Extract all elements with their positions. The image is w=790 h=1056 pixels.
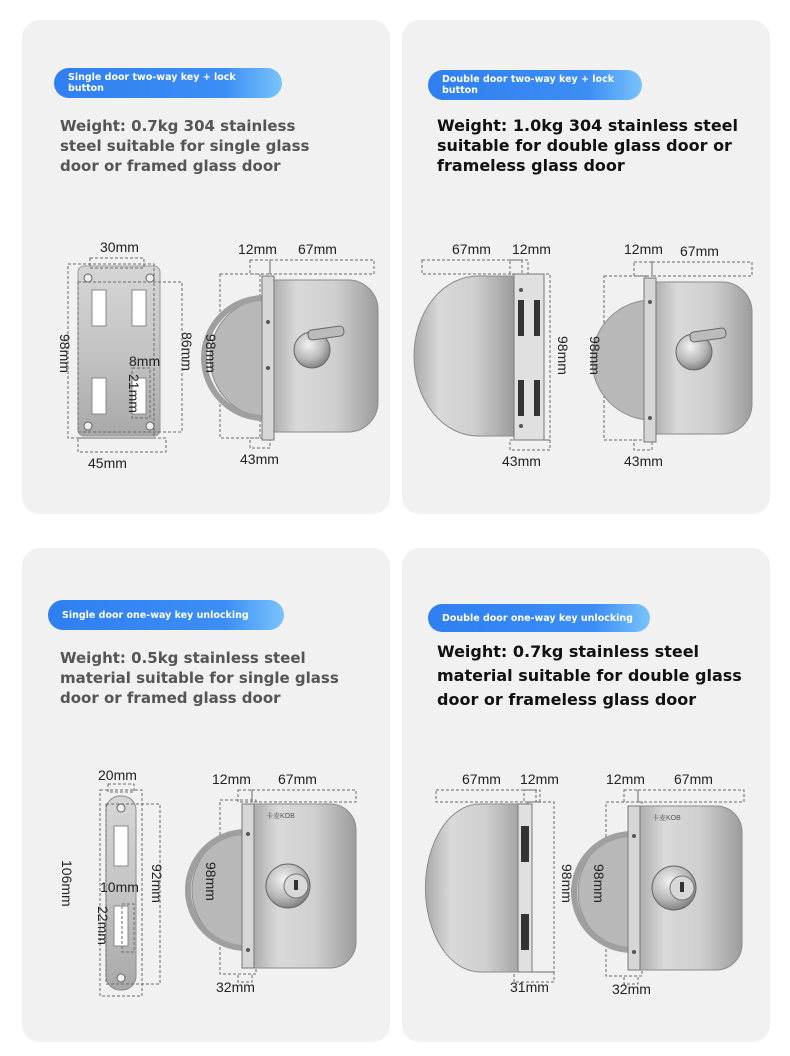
dim-label: 67mm bbox=[298, 241, 337, 257]
dim-label: 12mm bbox=[238, 241, 277, 257]
product-badge: Single door two-way key + lock button bbox=[54, 68, 282, 98]
double-lock-diagram bbox=[410, 766, 766, 1006]
dim-label: 31mm bbox=[510, 979, 549, 995]
dim-label: 67mm bbox=[452, 241, 491, 257]
dim-label: 12mm bbox=[520, 771, 559, 787]
dim-label: 12mm bbox=[512, 241, 551, 257]
product-card-single-one-way bbox=[22, 548, 390, 1042]
double-lock-diagram bbox=[410, 230, 766, 480]
dim-label: 8mm bbox=[129, 353, 161, 369]
product-card-double-one-way bbox=[402, 548, 770, 1042]
product-badge: Single door one-way key unlocking bbox=[48, 600, 284, 630]
dim-label: 21mm bbox=[126, 374, 142, 413]
dim-label: 20mm bbox=[98, 767, 137, 783]
dim-label: 12mm bbox=[624, 241, 663, 257]
dim-label: 45mm bbox=[88, 455, 127, 471]
dim-label: 98mm bbox=[587, 336, 603, 375]
strike-plate-diagram bbox=[32, 760, 390, 1010]
dim-label: 92mm bbox=[149, 864, 165, 903]
dim-label: 98mm bbox=[591, 864, 607, 903]
dim-label: 10mm bbox=[100, 879, 139, 895]
dim-label: 43mm bbox=[502, 453, 541, 469]
product-card-double-two-way bbox=[402, 20, 770, 514]
dim-label: 67mm bbox=[674, 771, 713, 787]
strike-plate-diagram bbox=[32, 228, 390, 488]
product-description: Weight: 0.7kg 304 stainless steel suitable for single glass door or framed glass door bbox=[60, 117, 310, 175]
dim-label: 86mm bbox=[179, 332, 195, 371]
dim-label: 67mm bbox=[278, 771, 317, 787]
product-description: Weight: 1.0kg 304 stainless steel suitable for double glass door or frameless glass door bbox=[437, 116, 739, 175]
dim-label: 12mm bbox=[606, 771, 645, 787]
dim-label: 98mm bbox=[57, 334, 73, 373]
dim-label: 43mm bbox=[624, 453, 663, 469]
dim-label: 32mm bbox=[216, 979, 255, 995]
product-description: Weight: 0.5kg stainless steel material suitable for single glass door or framed glass door bbox=[60, 649, 339, 707]
dim-label: 67mm bbox=[680, 243, 719, 259]
dim-label: 43mm bbox=[240, 451, 279, 467]
dim-label: 98mm bbox=[555, 336, 571, 375]
product-badge: Double door two-way key + lock button bbox=[428, 70, 642, 100]
product-badge: Double door one-way key unlocking bbox=[428, 604, 650, 632]
dim-label: 32mm bbox=[612, 981, 651, 997]
dim-label: 12mm bbox=[212, 771, 251, 787]
dim-label: 98mm bbox=[203, 862, 219, 901]
dim-label: 98mm bbox=[203, 334, 219, 373]
product-card-single-two-way bbox=[22, 20, 390, 514]
dim-label: 98mm bbox=[559, 864, 575, 903]
dim-label: 30mm bbox=[100, 239, 139, 255]
dim-label: 67mm bbox=[462, 771, 501, 787]
dim-label: 22mm bbox=[95, 906, 111, 945]
dim-label: 106mm bbox=[59, 860, 75, 907]
product-description: Weight: 0.7kg stainless steel material suitable for double glass door or frameless glass door bbox=[437, 642, 742, 709]
brand-mark: 卡麦KOB bbox=[266, 813, 295, 820]
brand-mark: 卡麦KOB bbox=[652, 815, 681, 822]
